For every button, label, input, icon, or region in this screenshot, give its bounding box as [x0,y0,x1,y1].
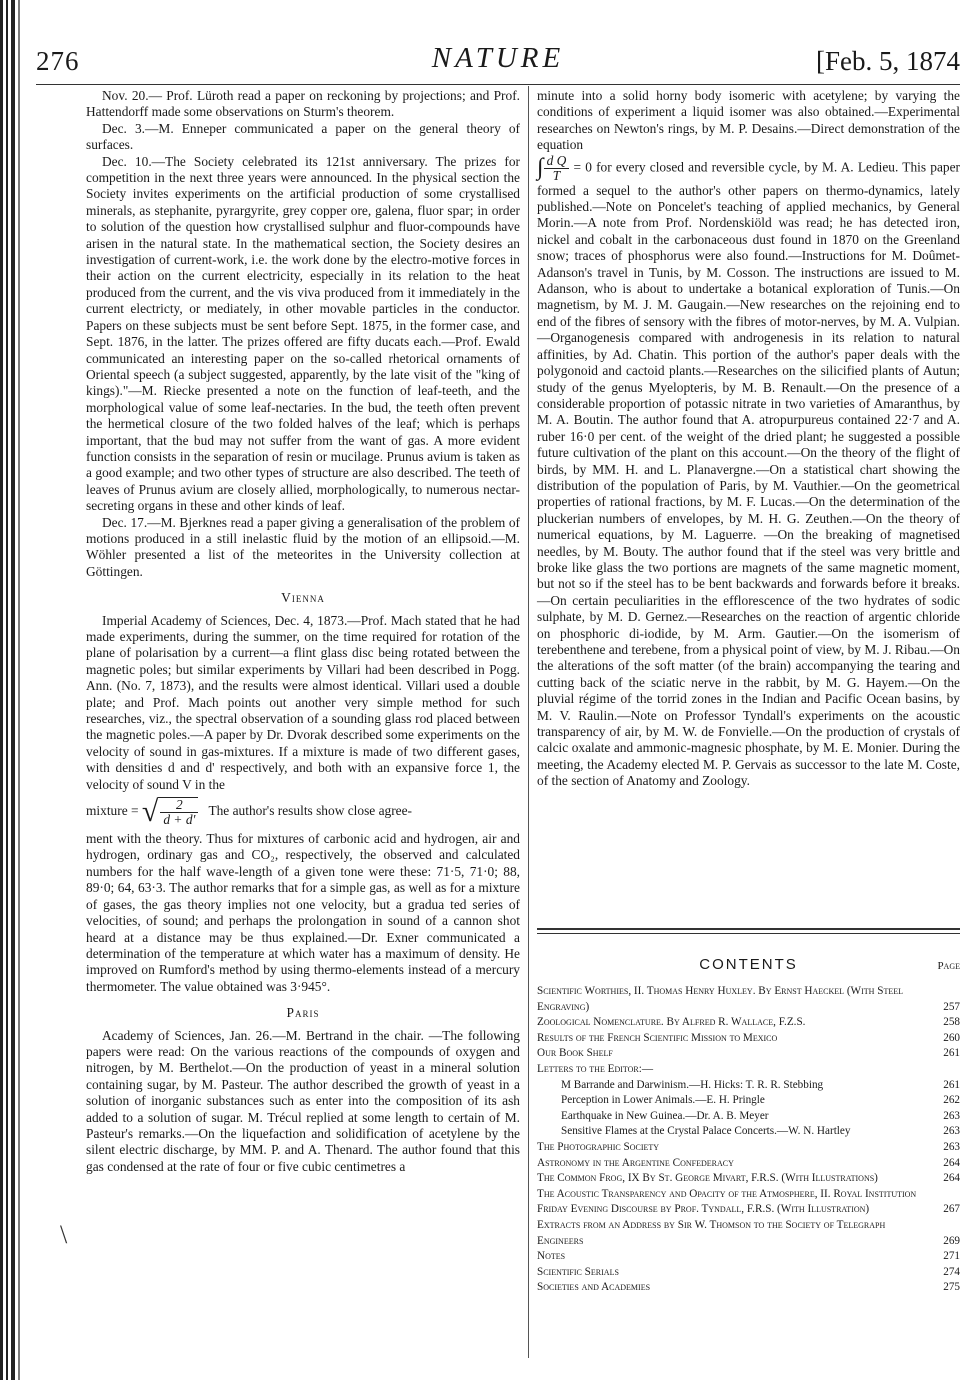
formula-denominator: T [552,167,561,183]
sqrt-sign: √ [141,794,159,828]
formula-fraction [160,798,198,827]
page-header [36,38,960,78]
toc-entry: Letters to the Editor:— [537,1062,654,1075]
page-number: 276 [36,46,80,76]
paragraph: Dec. 3.—M. Enneper communicated a paper on the general theory of surfaces. [86,120,520,153]
binding-edge [0,0,22,1380]
right-column [537,88,960,790]
toc-entry: Our Book Shelf 261 [537,1047,960,1060]
contents-title: CONTENTS [699,956,798,973]
toc-entry: Perception in Lower Animals.—E. H. Pringle 262 [561,1094,960,1107]
paragraph: Academy of Sciences, Jan. 26.—M. Bertrand in the chair. —The following papers were read: On the various reactions of the compounds of oxygen and nitrogen, by M. Berthelot.—On the production of yeast in a mineral solution containing sugar, by M. Pasteur. The author described the growth of yeast in a solution of inorganic substances such as enter into the composition of its ash added to a solution of sugar. M. Trécul replied at some length to certain of M. Pasteur's remarks.—On the liquefaction and solidification of acetylene by the silent electric discharge, by MM. P. and A. Thenard. The author found that this gas condensed at the rate of four or five cubic centimetres a [86,1027,520,1174]
paragraph: Dec. 10.—The Society celebrated its 121st anniversary. The prizes for competition in the next three years were announced. In the physical section the Society invites experiments on the artificial production of some crystallised minerals, as stephanite, pyrargyrite, grey copper ore, galena, fluor spar; in order to solution of the question how crystallised sulphur and fluor-compounds have arisen in the natural state. In the mathematical section, the Society desires an investigation of current-work, i.e. the work done by the electro-motive forces in their action on the current electricity, especially in its relation to the heat produced from the current, and the vis viva produced from it immediately in the current electricty, or mediately, in other movable particles in the conductor. Papers on these subjects must be sent before Sept. 1875, in the former case, and Sept. 1876, in the latter. The prizes offered are fifty ducats each.—Prof. Ewald communicated an interesting paper on the so-called rhetorical ornaments of Oriental speech (a subject suggested, apparently, by the late visit of the "king of kings)."—M. Riecke presented a note on the function of leaf-teeth, and the morphological value of some leaf-nectaries. In the bud, the teeth often prevent the hermetical closure of the two folded halves of the leaf; which is perhaps important, that the bud may not suffer from the want of gas. A more evident function consists in the separation of resin or mucilage. Prunus avium is taken as a good example; and two other types of structure are also described. The teeth of leaves of Prunus avium are closely allied, morphologically, to numerous nectar-secreting organs in these and other kinds of leaf. [86,153,520,514]
toc-entry: The Acoustic Transparency and Opacity of the Atmosphere, II. Royal Institution Friday Evening Discourse by Prof. Tyndall, F.R.S. (With Illustration) 267 [537,1187,960,1216]
integral-sign: ∫ [537,154,544,181]
toc-entry: Results of the French Scientific Mission to Mexico 260 [537,1031,960,1044]
toc-entry: The Common Frog, IX By St. George Mivart, F.R.S. (With Illustrations) 264 [537,1172,960,1185]
toc-entry: Earthquake in New Guinea.—Dr. A. B. Meyer 263 [561,1109,960,1122]
margin-pencil-mark: \ [60,1220,68,1249]
toc-entry: Scientific Worthies, II. Thomas Henry Huxley. By Ernst Haeckel (With Steel Engraving) 257 [537,985,960,1013]
paragraph: ment with the theory. Thus for mixtures of carbonic acid and hydrogen, air and hydrogen, ordinary gas and CO₂, respectively, the observed and calculated numbers for the half wave-length of a given tone were these: 71·5, 71·0; 88, 89·0; 64, 63·3. The author remarks that for a simple gas, as well as for a mixture of gases, the gas theory implies not one velocity, but a gradua ted series of velocities, of sound; and perhaps the prolongation in sound of a cannon shot heard at a distance may be thus explained.—Dr. Exner communicated a determination of the temperature at which water has a maximum of density. He improved on Rumford's method by using thermo-elements instead of a mercury thermometer. The value obtained was 3·945°. [86,831,520,994]
formula-prefix: mixture = [86,803,139,819]
issue-date: [Feb. 5, 1874 [816,46,960,76]
paragraph: Imperial Academy of Sciences, Dec. 4, 1873.—Prof. Mach stated that he had made experiments, during the summer, on the time required for rotation of the plane of polarisation by a current—a flint glass disc being rotated between the magnetic poles; but similar experiments by Villari had been described in Pogg. Ann. (No. 7, 1873), and the results were almost identical. Villari used a double plate; and Prof. Mach points out another very simple method for such researches, viz., the spectral observation of a sounding glass rod placed between the magnetic poles.—A paper by Dr. Dvorak described some experiments on the velocity of sound in gas-mixtures. If a mixture is made of two different gases, with densities d and d' respectively, and both with an expansive force 1, the velocity of sound V in the [86,612,520,792]
contents-list [537,984,960,1296]
formula-numerator: d Q [544,154,570,169]
formula-fraction [544,154,570,183]
toc-entry: Scientific Serials 274 [537,1265,960,1278]
toc-entry: Sensitive Flames at the Crystal Palace Concerts.—W. N. Hartley 263 [561,1125,960,1138]
toc-entry: Extracts from an Address by Sir W. Thomson to the Society of Telegraph Engineers 269 [537,1218,960,1247]
section-heading-vienna: Vienna [281,590,325,606]
cycle-integral-formula [537,152,573,183]
formula-denominator: d + d' [163,812,196,828]
velocity-formula [86,794,520,828]
paragraph: minute into a solid horny body isomeric with acetylene; by varying the conditions of experiment a liquid isomer was also obtained.—Experimental researches on Newton's rings, by M. P. Desains.—Direct demonstration of the equation [537,88,960,153]
paragraph: Nov. 20.— Prof. Lüroth read a paper on reckoning by projections; and Prof. Hattendorff made some observations on Sturm's theorem. [86,88,520,120]
paragraph: = 0 for every closed and reversible cycle, by M. A. Ledieu. This paper formed a sequel to the author's other papers on thermo-dynamics, lately published.—Note on Poncelet's teaching of applied mechanics, by General Morin.—A note from Prof. Nordenskiöld was read; he has detected iron, nickel and cobalt in the carbonaceous dust found in 1870 on the Greenland snow; traces of phosphorus were also found.—Instructions for M. Doûmet-Adanson's travel in Tunis, by M. Cosson. The instructions are issued to M. Adanson, who is about to undertake a botanical exploration of Tunis.—On magnetism, by M. J. M. Gaugain.—New researches on the rejoining end to end of the fibres of sensory with the fibres of motor-nerves, by M. A. Vulpian.—Organogenesis compared with androgenesis in its relation to natural affinities, by Ad. Chatin. This portion of the author's paper deals with the polygonoid and cactoid plants.—Researches on the silicified plants of Autun; study of the genus Myelopteris, by M. B. Renault.—On the presence of a considerable proportion of potassic nitrate in two varieties of Amaranthus, by M. A. Boutin. The author found that A. atropurpureus contained 22·7 and A. ruber 16·0 per cent. of the weight of the dried plant; he suggested a possible future cultivation of the plant on this account.—On the theory of the flight of birds, by MM. H. and L. Planavergne.—On a statistical chart showing the distribution of the population of Paris, by M. Vauthier.—On the geometrical properties of rational fractions, by M. F. Lucas.—On the determination of the pluckerian numbers of envelopes, by M. H. G. Zeuthen.—On the theory of numerical equations, by M. Laguerre. —On the breaking of magnetised needles, by M. Bouty. The author found that if the steel was very brittle and broke like glass the two portions are magnets of the same magnetic moment, but not so if the steel has to be bent backwards and forwards before it breaks.—On certain peculiarities in the efflorescence of the two hydrates of sodic sulphate, by M. D. Gernez.—Researches on the reaction of argentic chloride on phosphoric di-iodide, by M. Arm. Gautier.—On the isomerism of terebenthene and terebene, from a physical point of view, by M. J. Ribau.—On the alterations of the soft matter (of the brain) accompanying the tearing and cutting back of the sciatic nerve in the rabbit, by M. G. Hayem.—On the pluvial régime of the torrid zones in the Indian and Pacific Ocean basins, by M. V. Raulin.—Note on Professor Tyndall's experiments on the acoustic transparency of air, by M. W. de Fonvielle.—On the production of crystals of calcic oxalate and ammonic-magnesic phosphate, by M. E. Monier. During the meeting, the Academy elected M. P. Gervais as successor to the late M. Coste, of the section of Anatomy and Zoology. [537,159,961,789]
header-rule [36,84,960,85]
toc-entry: M Barrande and Darwinism.—H. Hicks: T. R. R. Stebbing 261 [561,1078,960,1091]
toc-entry: Zoological Nomenclature. By Alfred R. Wallace, F.Z.S. 258 [537,1016,960,1029]
column-separator [528,86,529,1358]
formula-suffix: The author's results show close agree- [208,803,413,819]
formula-numerator: 2 [160,798,198,813]
journal-title: NATURE [431,42,565,74]
contents-rule-thin [537,933,960,934]
paragraph: Dec. 17.—M. Bjerknes read a paper giving a generalisation of the problem of motions produced in a still inelastic fluid by the motion of an ellipsoid.—M. Wöhler presented a list of the meteorites in the University collection at Göttingen. [86,514,520,579]
toc-entry: The Photographic Society 263 [537,1140,960,1153]
toc-entry: Societies and Academies 275 [537,1281,960,1294]
toc-entry: Astronomy in the Argentine Confederacy 264 [537,1156,960,1169]
left-column [86,88,520,1175]
contents-page-label: Page [937,960,960,972]
contents-header [537,956,960,976]
contents-rule [537,928,960,930]
section-heading-paris: Paris [286,1005,320,1021]
toc-entry: Notes 271 [537,1250,960,1263]
